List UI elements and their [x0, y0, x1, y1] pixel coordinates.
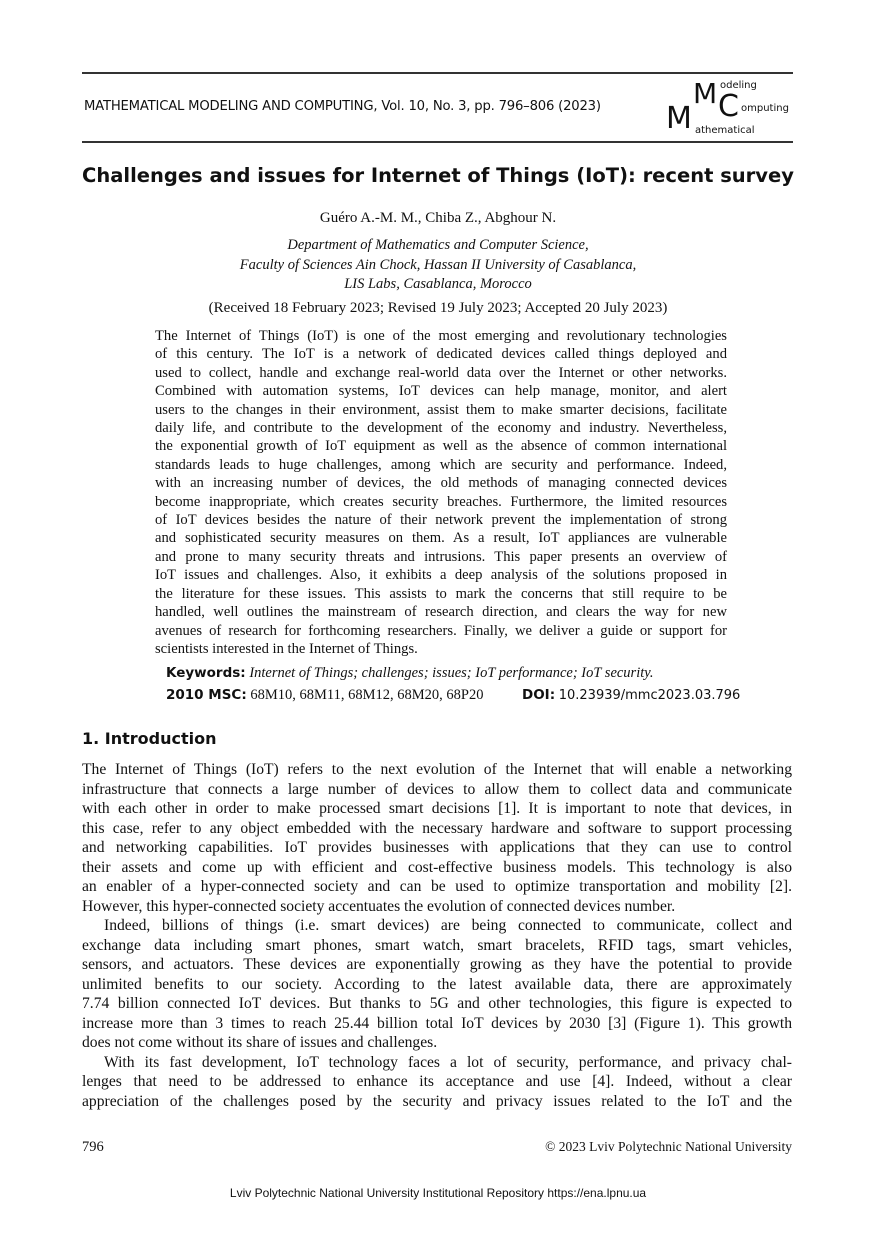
text-line: users to the changes in their environment, assist them to make smarter decisions, facilitate	[155, 401, 727, 418]
body-text	[82, 760, 792, 1111]
text-line: and networking capabilities. IoT provides businesses with applications that they can use to control	[82, 839, 792, 856]
text-line: standards leads to huge challenges, among which are security and performance. Indeed,	[155, 456, 727, 473]
authors: Guéro A.-M. M., Chiba Z., Abghour N.	[319, 210, 557, 226]
text-line: lenges that need to be addressed to enhance its acceptance and use [4]. Indeed, without a clear	[82, 1073, 792, 1090]
text-line: of IoT devices besides the nature of their network prevent the implementation of strong	[155, 512, 727, 529]
doi	[522, 686, 740, 705]
text-line: appreciation of the challenges posed by the security and privacy issues related to the IoT and the	[82, 1092, 792, 1110]
keywords-text: Internet of Things; challenges; issues; IoT performance; IoT security.	[249, 665, 654, 681]
text-line: Combined with automation systems, IoT devices can help manage, monitor, and alert	[155, 383, 727, 400]
text-line: with an increasing number of devices, the old methods of managing connected devices	[155, 475, 727, 492]
header-top-rule	[82, 72, 793, 74]
paper-title: Challenges and issues for Internet of Things (IoT): recent survey	[82, 164, 794, 187]
logo-m2: M	[693, 77, 718, 110]
logo-athematical: athematical	[695, 125, 755, 136]
text-line: The Internet of Things (IoT) is one of the most emerging and revolutionary technologies	[155, 328, 727, 344]
text-line: become inappropriate, which creates security breaches. Furthermore, the limited resources	[155, 493, 727, 510]
logo-odeling: odeling	[720, 80, 757, 91]
keywords-label: Keywords:	[166, 665, 246, 681]
text-line: of this century. The IoT is a network of dedicated devices called things deployed and	[155, 346, 727, 363]
text-line: IoT issues and challenges. Also, it exhibits a deep analysis of the solutions proposed in	[155, 567, 727, 584]
affiliation-line: Faculty of Sciences Ain Chock, Hassan II University of Casablanca,	[239, 256, 637, 273]
text-line: and prone to many security threats and intrusions. This paper presents an overview of	[155, 548, 727, 565]
abstract	[155, 327, 727, 658]
text-line: unlimited benefits to our society. According to the latest available data, there are approximately	[82, 975, 792, 993]
text-line: The Internet of Things (IoT) refers to the next evolution of the Internet that will enable a networking	[82, 761, 792, 778]
repository-notice: Lviv Polytechnic National University Institutional Repository https://ena.lpnu.ua	[229, 1186, 647, 1200]
paragraph	[82, 760, 792, 916]
doi-link[interactable]: 10.23939/mmc2023.03.796	[558, 688, 741, 703]
text-line: and sophisticated security measures on them. As a result, IoT appliances are vulnerable	[155, 530, 727, 547]
page-number: 796	[82, 1139, 104, 1155]
msc	[166, 686, 483, 704]
text-line: with each other in order to make processed smart decisions [1]. It is important to note that devices, in	[82, 800, 792, 817]
copyright: © 2023 Lviv Polytechnic National University	[545, 1139, 792, 1154]
text-line: However, this hyper-connected society accentuates the evolution of connected devices number.	[82, 897, 676, 915]
keywords	[166, 664, 654, 682]
text-line: avenues of research for forthcoming researchers. Finally, we deliver a guide or support for	[155, 622, 727, 639]
text-line: 7.74 billion connected IoT devices. But thanks to 5G and other technologies, this figure is expected to	[82, 995, 792, 1012]
text-line: handled, well outlines the mainstream of research direction, and clears the way for new	[155, 604, 727, 621]
msc-text: 68M10, 68M11, 68M12, 68M20, 68P20	[250, 687, 484, 703]
doi-label: DOI:	[522, 687, 556, 703]
text-line: daily life, and contribute to the development of the economy and industry. Nevertheless,	[155, 420, 727, 437]
text-line: does not come without its share of issues and challenges.	[82, 1034, 438, 1051]
affiliation-line: Department of Mathematics and Computer Science,	[287, 237, 589, 253]
section-heading: 1. Introduction	[82, 729, 217, 748]
dates: (Received 18 February 2023; Revised 19 July 2023; Accepted 20 July 2023)	[208, 300, 668, 316]
paragraph	[82, 916, 792, 1053]
text-line: scientists interested in the Internet of Things.	[155, 640, 418, 657]
affiliation-line: LIS Labs, Casablanca, Morocco	[344, 276, 532, 292]
text-line: an enabler of a hyper-connected society and can be used to optimize transportation and mobility [2].	[82, 878, 792, 895]
logo-m: M	[666, 101, 692, 136]
text-line: With its fast development, IoT technology faces a lot of security, performance, and privacy chal-	[104, 1053, 792, 1071]
header-bottom-rule	[82, 141, 793, 143]
logo-c: C	[718, 89, 739, 124]
text-line: sensors, and actuators. These devices are exponentially growing as they have the potential to provide	[82, 956, 792, 973]
journal-logo	[666, 77, 796, 138]
text-line: the exponential growth of IoT equipment as well as the absence of common international	[155, 438, 727, 455]
text-line: increase more than 3 times to reach 25.44 billion total IoT devices by 2030 [3] (Figure 1). This growth	[82, 1014, 792, 1032]
text-line: used to collect, handle and exchange real-world data over the Internet or other networks.	[155, 364, 727, 381]
affiliation	[0, 236, 876, 295]
text-line: the literature for these issues. This assists to mark the concerns that still require to be	[155, 585, 727, 602]
journal-header: MATHEMATICAL MODELING AND COMPUTING, Vol. 10, No. 3, pp. 796–806 (2023)	[84, 99, 601, 114]
paragraph	[82, 1053, 792, 1112]
logo-omputing: omputing	[741, 103, 789, 114]
text-line: Indeed, billions of things (i.e. smart devices) are being connected to communicate, collect and	[104, 917, 792, 934]
text-line: infrastructure that connects a large number of devices to allow them to collect data and communicate	[82, 780, 792, 798]
text-line: exchange data including smart phones, smart watch, smart bracelets, RFID tags, smart vehicles,	[82, 936, 792, 954]
msc-label: 2010 MSC:	[166, 687, 247, 703]
text-line: this case, refer to any object embedded with the necessary hardware and software to support processing	[82, 819, 792, 837]
text-line: their assets and come up with efficient and cost-effective business models. This technology is also	[82, 858, 792, 876]
